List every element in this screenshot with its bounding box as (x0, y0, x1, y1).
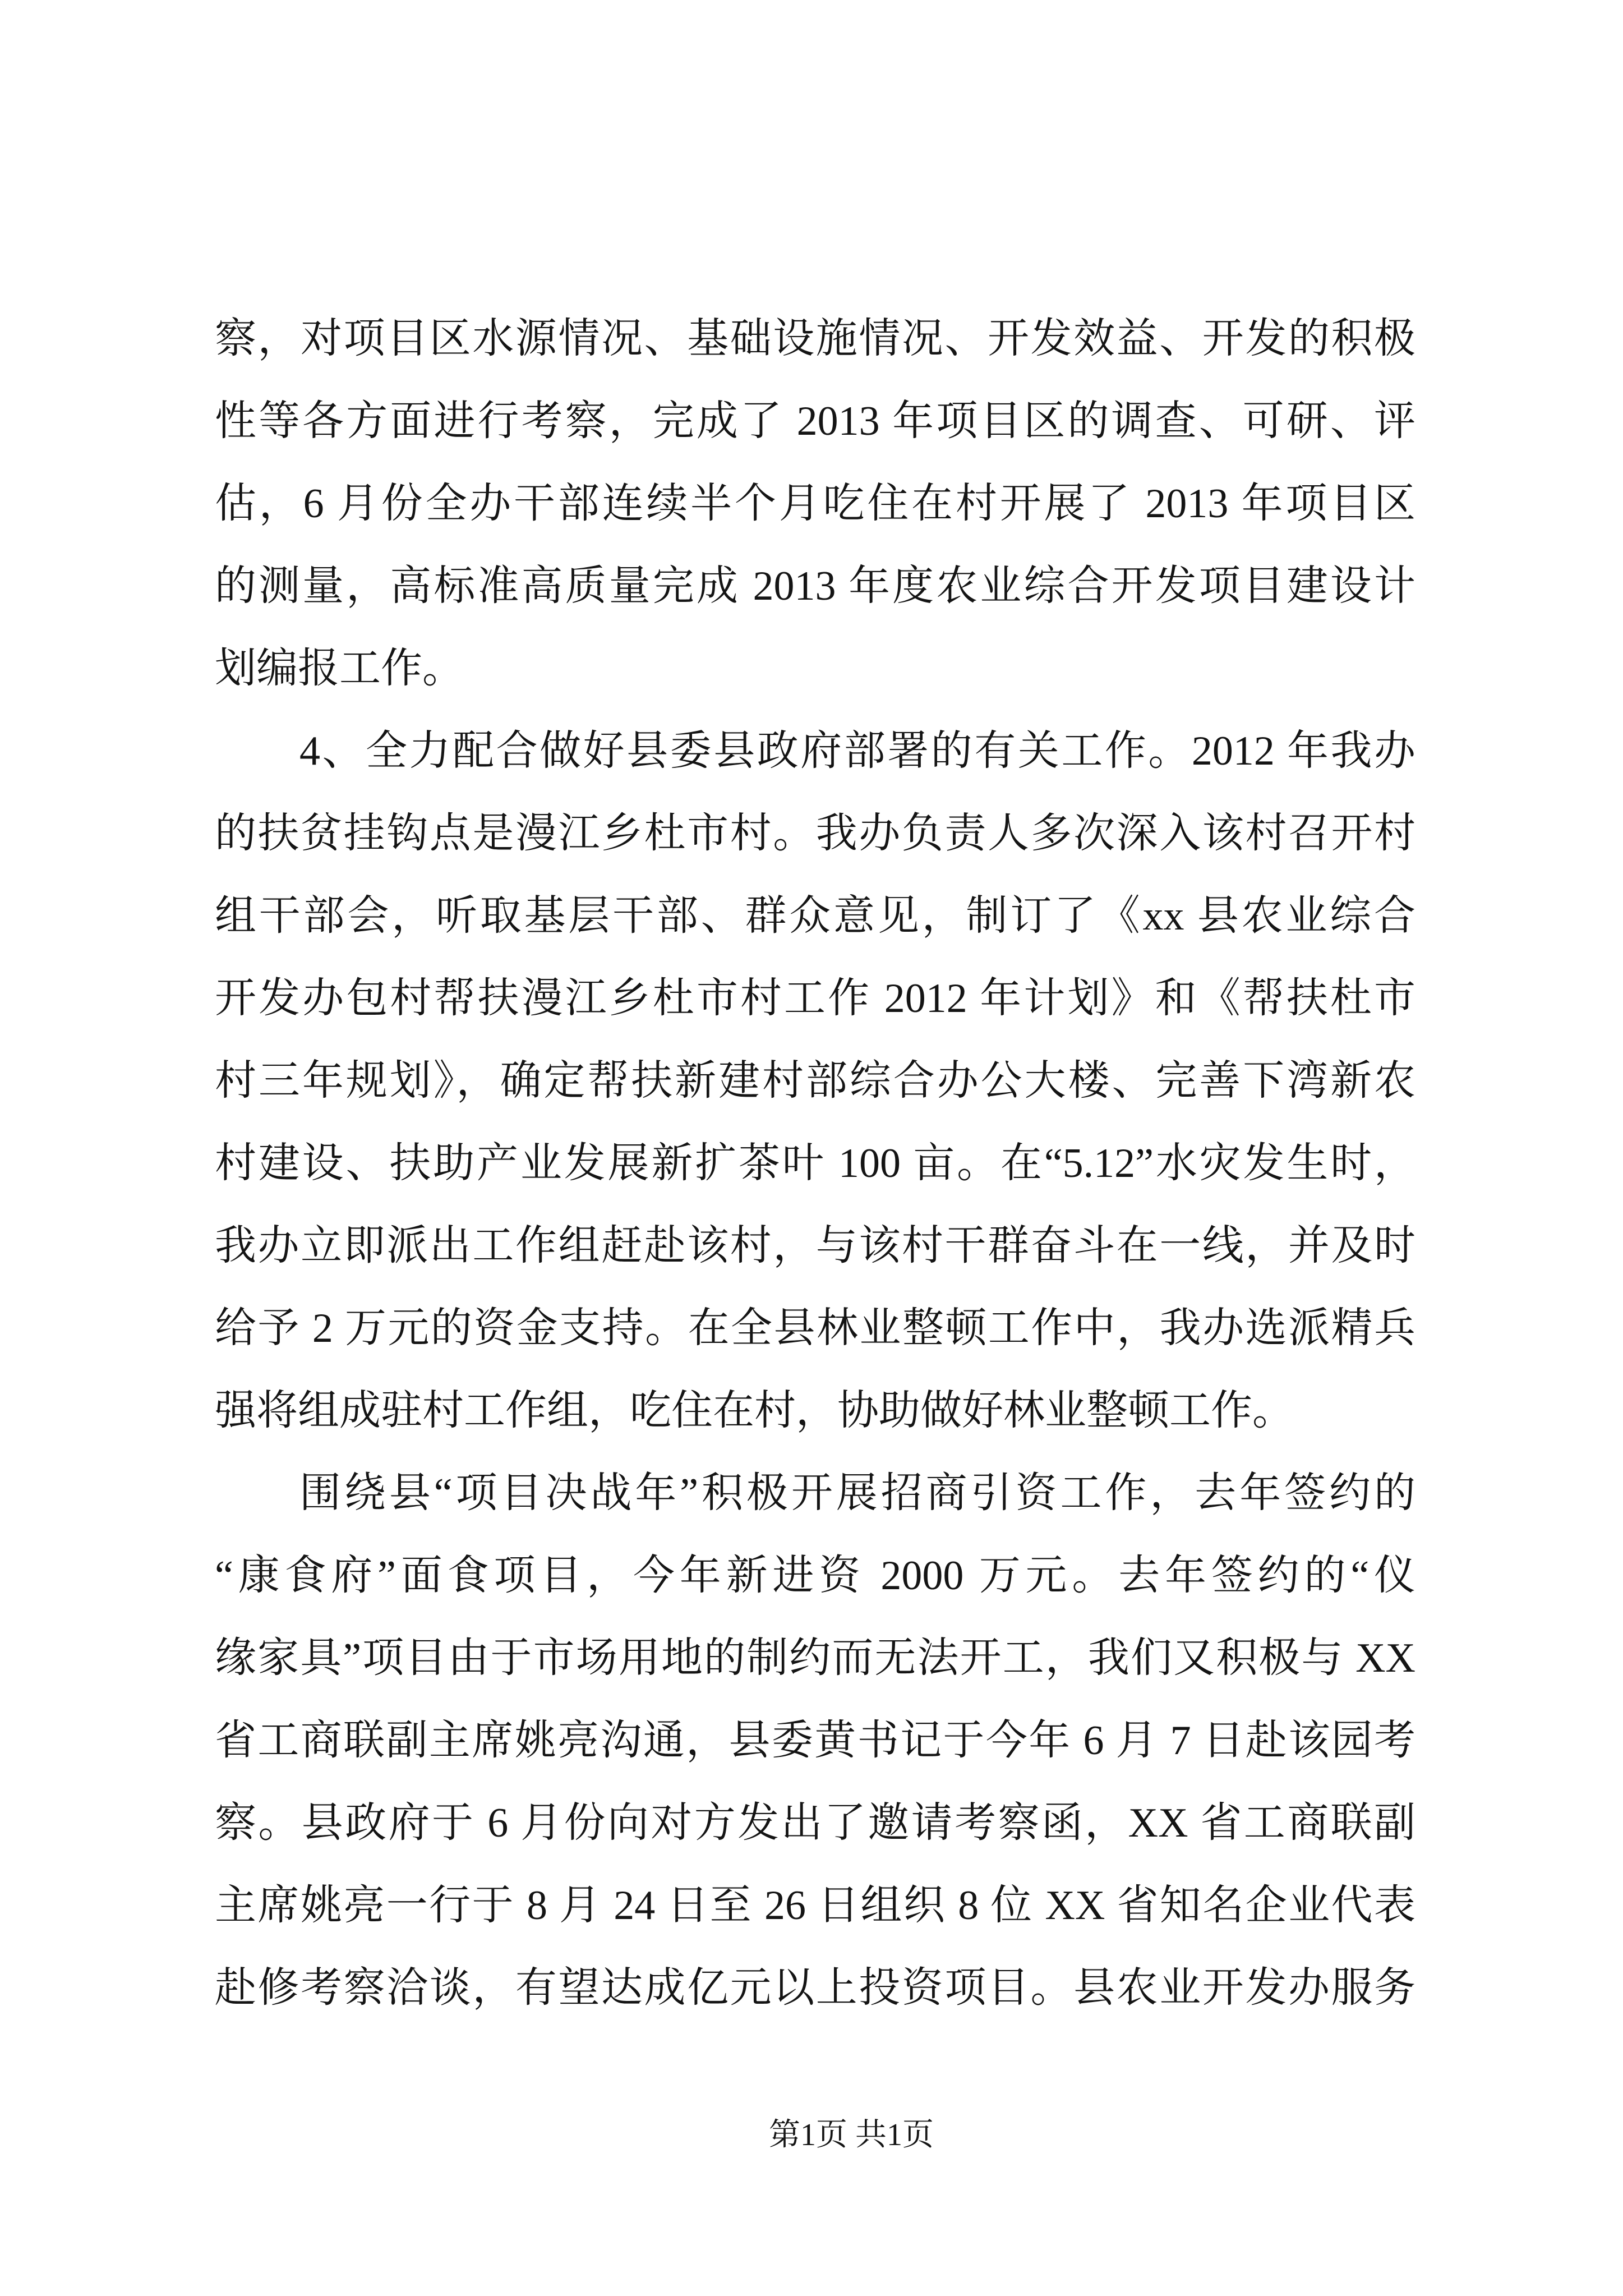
text-line: 赴修考察洽谈，有望达成亿元以上投资项目。县农业开发办服务 (215, 1965, 1415, 2011)
text-line: 的测量，高标准高质量完成 2013 年度农业综合开发项目建设计 (215, 563, 1415, 609)
text-line: 估，6 月份全办干部连续半个月吃住在村开展了 2013 年项目区 (215, 481, 1415, 527)
document-body (215, 298, 1415, 2030)
text-line: 察。县政府于 6 月份向对方发出了邀请考察函，XX 省工商联副 (215, 1800, 1415, 1846)
text-line: 性等各方面进行考察，完成了 2013 年项目区的调查、可研、评 (215, 398, 1415, 444)
text-line: 4、全力配合做好县委县政府部署的有关工作。2012 年我办 (299, 728, 1415, 774)
text-line: 主席姚亮一行于 8 月 24 日至 26 日组织 8 位 XX 省知名企业代表 (215, 1883, 1415, 1929)
text-line: 缘家具”项目由于市场用地的制约而无法开工，我们又积极与 XX (215, 1635, 1415, 1681)
text-line: 村建设、扶助产业发展新扩茶叶 100 亩。在“5.12”水灾发生时， (215, 1140, 1415, 1186)
text-line: 开发办包村帮扶漫江乡杜市村工作 2012 年计划》和《帮扶杜市 (215, 976, 1415, 1022)
text-line: 给予 2 万元的资金支持。在全县林业整顿工作中，我办选派精兵 (215, 1305, 1415, 1351)
text-line: 省工商联副主席姚亮沟通，县委黄书记于今年 6 月 7 日赴该园考 (215, 1718, 1415, 1764)
paragraph (215, 298, 1415, 710)
paragraph (215, 1452, 1415, 2030)
text-line: 强将组成驻村工作组，吃住在村，协助做好林业整顿工作。 (215, 1388, 1294, 1434)
text-line: 的扶贫挂钩点是漫江乡杜市村。我办负责人多次深入该村召开村 (215, 811, 1415, 857)
text-line: 我办立即派出工作组赶赴该村，与该村干群奋斗在一线，并及时 (215, 1223, 1415, 1269)
page-number: 第1页 共1页 (769, 2118, 934, 2152)
paragraph (215, 710, 1415, 1452)
page-footer (683, 2115, 1020, 2155)
text-line: 村三年规划》，确定帮扶新建村部综合办公大楼、完善下湾新农 (215, 1058, 1415, 1104)
text-line: 察，对项目区水源情况、基础设施情况、开发效益、开发的积极 (215, 316, 1415, 362)
text-line: 组干部会，听取基层干部、群众意见，制订了《xx 县农业综合 (215, 893, 1415, 939)
text-line: 围绕县“项目决战年”积极开展招商引资工作，去年签约的 (299, 1470, 1415, 1516)
text-line: 划编报工作。 (215, 646, 464, 692)
text-line: “康食府”面食项目，今年新进资 2000 万元。去年签约的“仪 (215, 1553, 1415, 1599)
